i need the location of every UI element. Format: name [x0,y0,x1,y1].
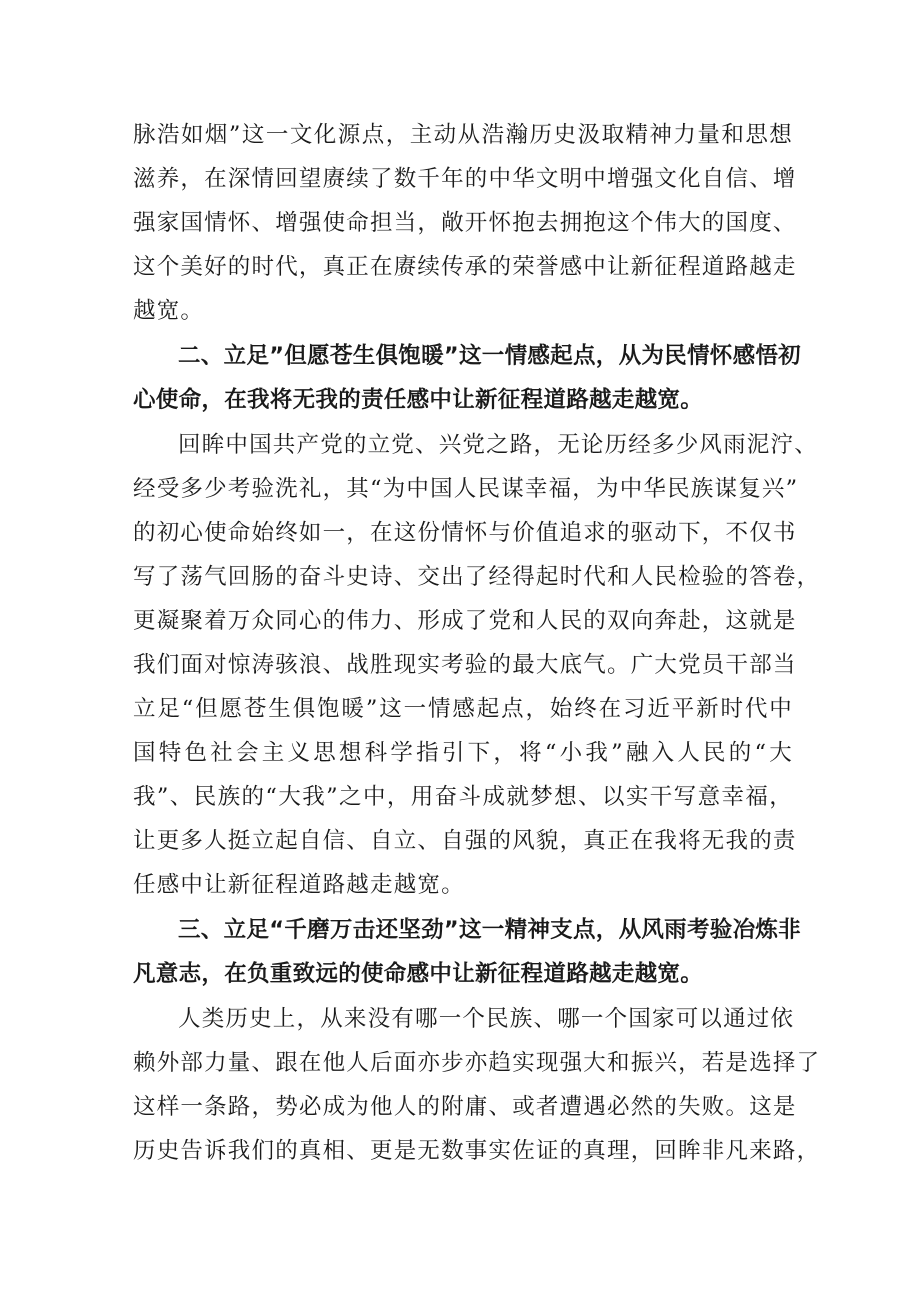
paragraph-line: 越宽。 [133,298,205,324]
paragraph-line: 经受多少考验洗礼，其“为中国人民谋幸福，为中华民族谋复兴” [133,476,799,502]
paragraph-line: 我”、民族的“大我”之中，用奋斗成就梦想、以实干写意幸福， [133,784,793,810]
paragraph-line: 这样一条路，势必成为他人的附庸、或者遭遇必然的失败。这是 [133,1094,797,1120]
paragraph-line: 写了荡气回肠的奋斗史诗、交出了经得起时代和人民检验的答卷， [133,564,821,590]
paragraph-line: 立足“但愿苍生俱饱暖”这一情感起点，始终在习近平新时代中 [133,696,793,722]
paragraph-line: 赖外部力量、跟在他人后面亦步亦趋实现强大和振兴，若是选择了 [133,1050,821,1076]
paragraph-line: 的初心使命始终如一，在这份情怀与价值追求的驱动下，不仅书 [133,520,797,546]
section-heading-line: 二、立足”但愿苍生俱饱暖”这一情感起点，从为民情怀感悟初 [178,343,801,369]
paragraph-line: 人类历史上，从来没有哪一个民族、哪一个国家可以通过依 [178,1006,795,1032]
paragraph-line: 我们面对惊涛骇浪、战胜现实考验的最大底气。广大党员干部当 [133,652,797,678]
section-heading-line: 凡意志，在负重致远的使命感中让新征程道路越走越宽。 [133,961,704,987]
paragraph-line: 让更多人挺立起自信、自立、自强的风貌，真正在我将无我的责 [133,828,797,854]
paragraph-line: 更凝聚着万众同心的伟力、形成了党和人民的双向奔赴，这就是 [133,608,797,634]
paragraph-line: 这个美好的时代，真正在赓续传承的荣誉感中让新征程道路越走 [133,254,797,280]
paragraph-line: 历史告诉我们的真相、更是无数事实佐证的真理，回眸非凡来路， [133,1138,821,1164]
paragraph-line: 任感中让新征程道路越走越宽。 [133,872,465,898]
paragraph-line: 回眸中国共产党的立党、兴党之路，无论历经多少风雨泥泞、 [178,432,818,458]
section-heading-line: 三、立足“千磨万击还坚劲”这一精神支点，从风雨考验冶炼非 [178,917,801,943]
section-heading-line: 心使命，在我将无我的责任感中让新征程道路越走越宽。 [133,387,704,413]
paragraph-line: 国特色社会主义思想科学指引下，将“小我”融入人民的“大 [133,740,793,766]
paragraph-line: 脉浩如烟”这一文化源点，主动从浩瀚历史汲取精神力量和思想 [133,122,793,148]
paragraph-line: 强家国情怀、增强使命担当，敞开怀抱去拥抱这个伟大的国度、 [133,210,797,236]
paragraph-line: 滋养，在深情回望赓续了数千年的中华文明中增强文化自信、增 [133,166,797,192]
